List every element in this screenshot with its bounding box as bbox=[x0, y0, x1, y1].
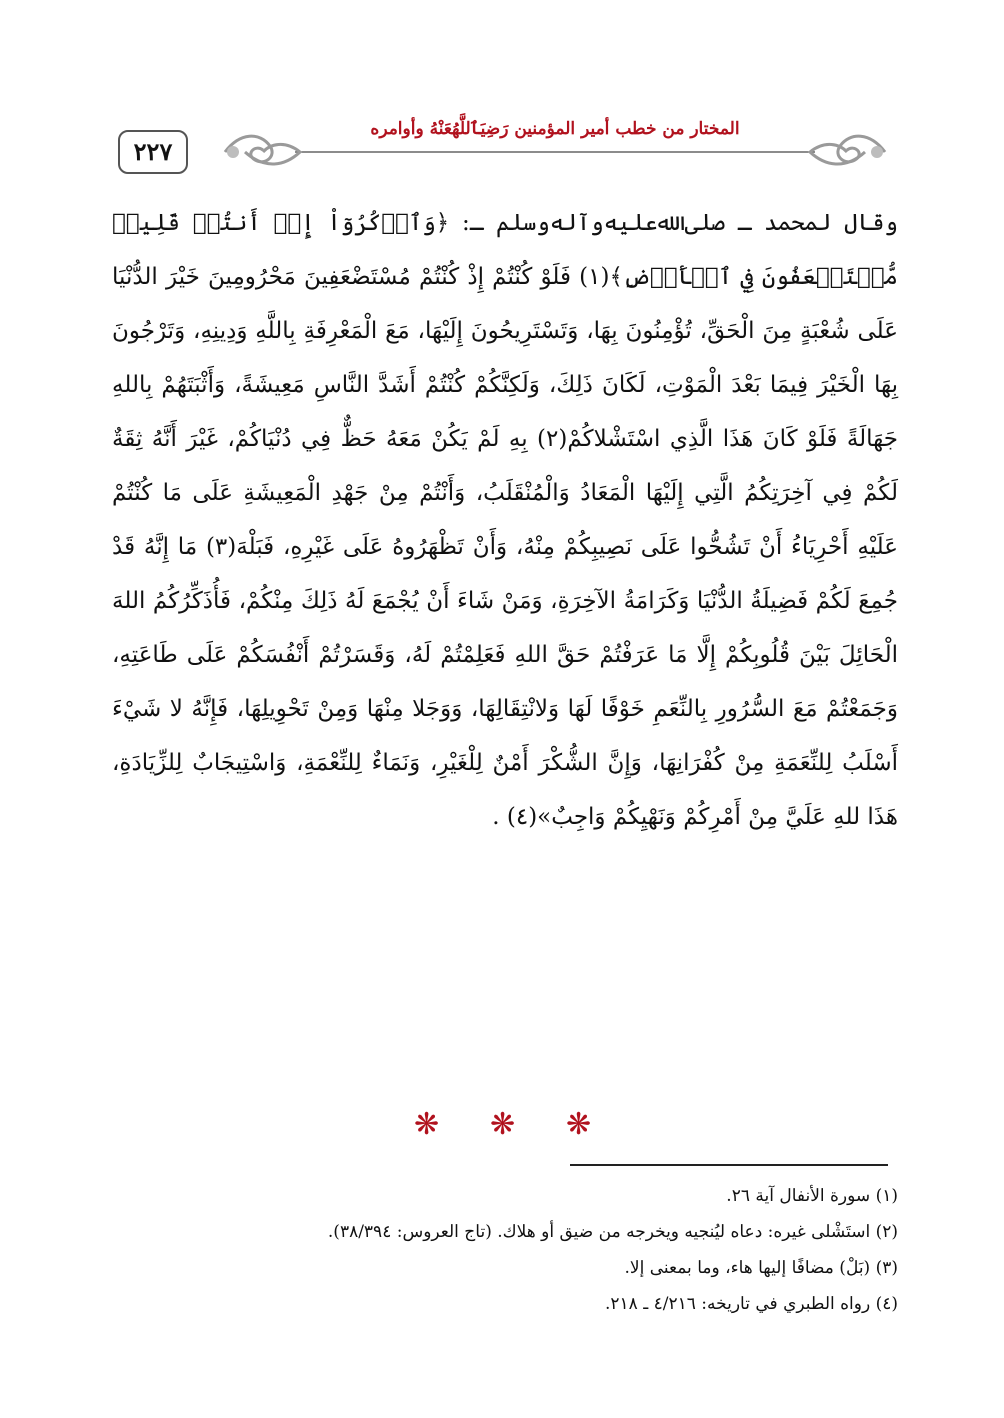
star-icon: ❋ bbox=[490, 1108, 516, 1138]
footnote-divider bbox=[570, 1164, 888, 1166]
footnote-3: (٣) (بَلْ) مضافًا إليها هاء، وما بمعنى إلا. bbox=[624, 1258, 898, 1278]
page-number: ٢٢٧ bbox=[118, 130, 188, 174]
left-flourish-icon bbox=[225, 136, 300, 164]
star-icon: ❋ bbox=[566, 1108, 592, 1138]
star-icon: ❋ bbox=[414, 1108, 440, 1138]
body-paragraph: وقال لمحمد ـ صلى‌الله‌عليه‌وآله‌وسلم ـ: ﴿وَٱذۡكُرُوٓاْ إِذۡ أَنتُمۡ قَلِيلٞ مُّسۡتَضۡعَفُونَ فِي ٱلۡأَرۡضِ﴾(١) فَلَوْ كُنْتُمْ إِذْ كُنْتُمْ مُسْتَضْعَفِينَ مَحْرُومِينَ خَيْرَ الدُّنْيَا عَلَى شُعْبَةٍ مِنَ الْحَقِّ، تُؤْمِنُونَ بِهَا، وَتَسْتَرِيحُونَ إِلَيْهَا، مَعَ الْمَعْرِفَةِ بِاللَّهِ وَدِينِهِ، وَتَرْجُونَ بِهَا الْخَيْرَ فِيمَا بَعْدَ الْمَوْتِ، لَكَانَ ذَلِكَ، وَلَكِنَّكُمْ كُنْتُمْ أَشَدَّ النَّاسِ مَعِيشَةً، وَأَثْبَتَهُمْ بِاللهِ جَهَالَةً فَلَوْ كَانَ هَذَا الَّذِي اسْتَشْلاكُمْ(٢) بِهِ لَمْ يَكُنْ مَعَهُ حَظٌّ فِي دُنْيَاكُمْ، غَيْرَ أَنَّهُ ثِقَةٌ لَكُمْ فِي آخِرَتِكُمُ الَّتِي إِلَيْهَا الْمَعَادُ وَالْمُنْقَلَبُ، وَأَنْتُمْ مِنْ جَهْدِ الْمَعِيشَةِ عَلَى مَا كُنْتُمْ عَلَيْهِ أَحْرِيَاءُ أَنْ تَشُحُّوا عَلَى نَصِيبِكُمْ مِنْهُ، وَأَنْ تَظْهَرُوهُ عَلَى غَيْرِهِ، فَبَلْهَ(٣) مَا إِنَّهُ قَدْ جُمِعَ لَكُمْ فَضِيلَةُ الدُّنْيَا وَكَرَامَةُ الآخِرَةِ، وَمَنْ شَاءَ أَنْ يُجْمَعَ لَهُ ذَلِكَ مِنْكُمْ، فَأُذَكِّرُكُمُ اللهَ الْحَائِلَ بَيْنَ قُلُوبِكُمْ إِلَّا مَا عَرَفْتُمْ حَقَّ اللهِ فَعَلِمْتُمْ لَهُ، وَقَسَرْتُمْ أَنْفُسَكُمْ عَلَى طَاعَتِهِ، وَجَمَعْتُمْ مَعَ السُّرُورِ بِالنِّعَمِ خَوْفًا لَهَا وَلانْتِقَالِهَا، وَوَجَلا مِنْهَا وَمِنْ تَحْوِيلِهَا، فَإِنَّهُ لا شَيْءَ أَسْلَبُ لِلنِّعَمَةِ مِنْ كُفْرَانِهَا، وَإِنَّ الشُّكْرَ أَمْنٌ لِلْغَيْرِ، وَنَمَاءٌ لِلنِّعْمَةِ، وَاسْتِيجَابٌ لِلزِّيَادَةِ، هَذَا للهِ عَلَيَّ مِنْ أَمْرِكُمْ وَنَهْيِكُمْ وَاجِبٌ»(٤) . bbox=[112, 210, 898, 830]
footnotes bbox=[112, 1178, 898, 1322]
main-text bbox=[112, 196, 898, 844]
footnote-4: (٤) رواه الطبري في تاريخه: ٤/٢١٦ ـ ٢١٨. bbox=[605, 1294, 898, 1314]
page-header bbox=[110, 118, 900, 178]
footnote-2: (٢) استَشْلى غيره: دعاه ليُنجيه ويخرجه من ضيق أو هلاك. (تاج العروس: ٣٨/٣٩٤). bbox=[327, 1222, 898, 1242]
footnote-1: (١) سورة الأنفال آية ٢٦. bbox=[726, 1186, 898, 1206]
right-flourish-icon bbox=[810, 136, 885, 164]
section-separator bbox=[410, 1108, 610, 1138]
running-title: المختار من خطب أمير المؤمنين رَضِيَٱللَّهُعَنْهُ وأوامره bbox=[370, 119, 740, 139]
